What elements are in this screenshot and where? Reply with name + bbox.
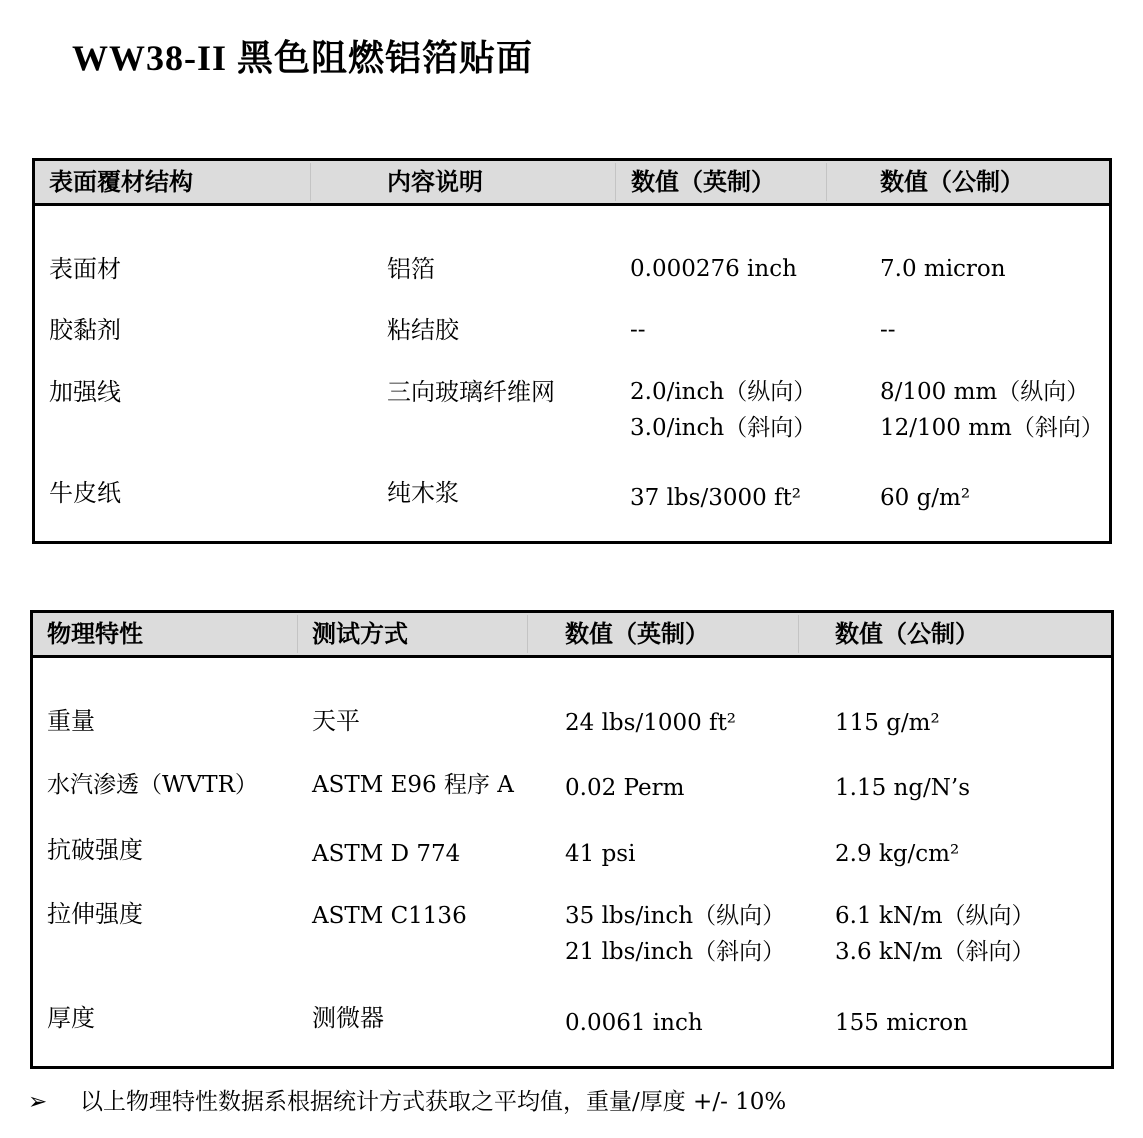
row-metric-value: --	[880, 317, 896, 343]
row-metric-value: 155 micron	[835, 1010, 968, 1036]
row-imperial-value: 41 psi	[565, 841, 636, 867]
row-name: 牛皮纸	[49, 479, 121, 507]
row-name: 表面材	[49, 255, 121, 283]
header-test-method: 测试方式	[312, 620, 408, 648]
header-imperial: 数值（英制）	[565, 620, 709, 648]
row-test-method: ASTM C1136	[312, 903, 467, 929]
row-description: 铝箔	[387, 255, 435, 283]
row-test-method: 测微器	[312, 1004, 384, 1032]
row-test-method: 天平	[312, 707, 360, 735]
page-title: WW38-II 黑色阻燃铝箔贴面	[72, 38, 534, 78]
header-divider	[310, 163, 311, 201]
header-divider	[798, 615, 799, 653]
row-name: 抗破强度	[47, 836, 143, 864]
row-test-method: ASTM D 774	[312, 841, 461, 867]
row-metric-value: 7.0 micron	[880, 256, 1006, 282]
header-metric: 数值（公制）	[880, 168, 1024, 196]
row-name: 拉伸强度	[47, 900, 143, 928]
row-metric-value: 115 g/m²	[835, 710, 940, 736]
row-imperial-value: 3.0/inch（斜向）	[630, 415, 817, 441]
row-name: 胶黏剂	[49, 316, 121, 344]
header-divider	[527, 615, 528, 653]
header-divider	[297, 615, 298, 653]
header-property: 物理特性	[47, 620, 143, 648]
surface-structure-table	[32, 158, 1112, 544]
header-structure: 表面覆材结构	[49, 168, 193, 196]
row-imperial-value: 35 lbs/inch（纵向）	[565, 903, 786, 929]
row-imperial-value: 2.0/inch（纵向）	[630, 379, 817, 405]
footnote	[28, 1084, 786, 1120]
table-header	[33, 613, 1111, 658]
row-description: 纯木浆	[387, 479, 459, 507]
header-description: 内容说明	[387, 168, 483, 196]
arrow-bullet-icon: ➢	[28, 1089, 48, 1115]
row-test-method: ASTM E96 程序 A	[312, 772, 514, 798]
row-metric-value: 1.15 ng/N’s	[835, 775, 971, 801]
row-imperial-value: --	[630, 317, 646, 343]
row-metric-value: 3.6 kN/m（斜向）	[835, 939, 1035, 965]
row-name: 加强线	[49, 378, 121, 406]
row-imperial-value: 37 lbs/3000 ft²	[630, 485, 802, 511]
row-name: 重量	[47, 707, 95, 735]
row-imperial-value: 24 lbs/1000 ft²	[565, 710, 737, 736]
row-imperial-value: 21 lbs/inch（斜向）	[565, 939, 786, 965]
row-name: 厚度	[47, 1004, 95, 1032]
header-imperial: 数值（英制）	[631, 168, 775, 196]
row-description: 三向玻璃纤维网	[387, 378, 555, 406]
row-imperial-value: 0.0061 inch	[565, 1010, 703, 1036]
row-description: 粘结胶	[387, 316, 459, 344]
header-metric: 数值（公制）	[835, 620, 979, 648]
row-imperial-value: 0.02 Perm	[565, 775, 685, 801]
table-header	[35, 161, 1109, 206]
row-imperial-value: 0.000276 inch	[630, 256, 797, 282]
footnote-text: 以上物理特性数据系根据统计方式获取之平均值，重量/厚度 +/- 10%	[80, 1089, 787, 1115]
row-metric-value: 6.1 kN/m（纵向）	[835, 903, 1035, 929]
header-divider	[615, 163, 616, 201]
row-metric-value: 60 g/m²	[880, 485, 971, 511]
row-metric-value: 12/100 mm（斜向）	[880, 415, 1104, 441]
row-name: 水汽渗透（WVTR）	[47, 772, 258, 798]
header-divider	[826, 163, 827, 201]
physical-properties-table	[30, 610, 1114, 1069]
row-metric-value: 8/100 mm（纵向）	[880, 379, 1090, 405]
row-metric-value: 2.9 kg/cm²	[835, 841, 960, 867]
